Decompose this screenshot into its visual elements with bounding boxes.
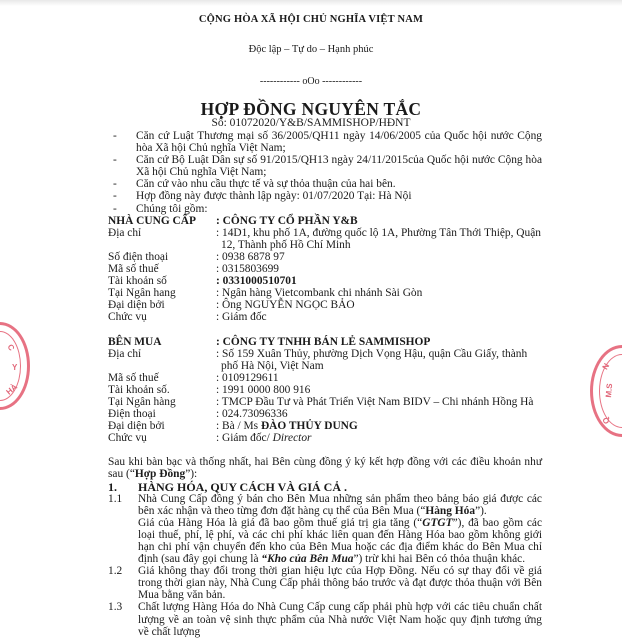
section-heading: 1. HÀNG HÓA, QUY CÁCH VÀ GIÁ CẢ .	[108, 479, 348, 494]
field-value: : Ông NGUYỄN NGỌC BẢO	[216, 299, 355, 312]
field-label: Đại diện bởi	[108, 299, 165, 312]
contract-body	[108, 130, 542, 638]
legal-basis-item: - Chúng tôi gồm:	[113, 202, 208, 215]
field-value: : 0315803699	[216, 263, 279, 276]
field-value: : Giám đốc/ Director	[216, 432, 312, 445]
field-label: Điện thoại	[108, 408, 156, 421]
legal-basis-item: - Căn cứ Bộ Luật Dân sự số 91/2015/QH13 ngày 24/11/2015của Quốc hội nước Cộng hòa Xã hội Chủ nghĩa Việt Nam;	[113, 154, 542, 179]
buyer-name: : CÔNG TY TNHH BÁN LẺ SAMMISHOP	[216, 335, 431, 348]
buyer-block	[108, 336, 542, 445]
top-shadow	[0, 0, 622, 6]
legal-basis-item: - Căn cứ Luật Thương mại số 36/2005/QH11 ngày 14/06/2005 của Quốc hội nước Cộng hòa Xã hội Chủ nghĩa Việt Nam;	[113, 130, 542, 155]
field-label: Địa chỉ	[108, 347, 142, 360]
intro-paragraph: Sau khi bàn bạc và thống nhất, hai Bên cùng đồng ý ký kết hợp đồng với các điều khoản như sau (“Hợp Đồng”):	[108, 456, 542, 481]
field-value: : Số 159 Xuân Thủy, phường Dịch Vọng Hậu, quận Cầu Giấy, thành phố Hà Nội, Việt Nam	[216, 347, 528, 372]
field-label: Tài khoản số	[108, 275, 167, 288]
field-label: Đại diện bởi	[108, 420, 165, 433]
field-value: : 1991 0000 800 916	[216, 383, 311, 396]
field-value: : TMCP Đầu Tư và Phát Triển Việt Nam BIDV – Chi nhánh Hồng Hà	[216, 395, 534, 408]
contract-title: HỢP ĐỒNG NGUYÊN TẮC	[200, 99, 422, 119]
field-label: Tài khoản số.	[108, 383, 170, 396]
clause-1-1: 1.1 Nhà Cung Cấp đồng ý bán cho Bên Mua những sản phẩm theo bảng báo giá được các bên xác nhận và theo từng đơn đặt hàng cụ thể của Bên Mua (“Hàng Hóa”). Giá của Hàng Hóa là giá đã bao gồm thuế giá trị gia tăng (“GTGT”), đã bao gồm các loại thuế, phí, lệ phí, và các chi phí khác liên quan đến Hàng Hóa bao gồm không giới hạn chi phí vận chuyển đến kho của Bên Mua hoặc các địa điểm khác do Bên Mua chỉ định (sau đây gọi chung là “Kho của Bên Mua”) trừ khi hai Bên có thỏa thuận khác.	[108, 492, 543, 566]
field-value: : Giám đốc	[216, 311, 267, 324]
contract-number: Số: 01072020/Y&B/SAMMISHOP/HĐNT	[211, 117, 411, 129]
supplier-label: NHÀ CUNG CẤP	[108, 214, 196, 227]
republic-heading: CỘNG HÒA XÃ HỘI CHỦ NGHĨA VIỆT NAM	[198, 14, 424, 25]
field-label: Tại Ngân hang	[108, 287, 176, 300]
legal-basis-item: - Căn cứ vào nhu cầu thực tế và sự thỏa thuận của hai bên.	[113, 178, 396, 191]
field-value: : Bà / Ms ĐÀO THỦY DUNG	[216, 420, 358, 433]
field-value: : 0938 6878 97	[216, 250, 285, 263]
field-value: : Ngân hàng Vietcombank chi nhánh Sài Gòn	[216, 287, 423, 300]
supplier-name: : CÔNG TY CỔ PHẦN Y&B	[216, 214, 358, 227]
field-label: Địa chỉ	[108, 226, 142, 239]
field-label: Mã số thuế	[108, 371, 159, 384]
legal-basis-item: - Hợp đồng này được thành lập ngày: 01/07/2020 Tại: Hà Nội	[113, 190, 412, 203]
clause-1-2: 1.2 Giá không thay đổi trong thời gian hiệu lực của Hợp Đồng. Nếu có sự thay đổi về giá trong thời gian này, Nhà Cung Cấp phải thông báo trước và đạt được thỏa thuận với Bên Mua bằng văn bản.	[108, 565, 542, 602]
left-stamp-icon: C Y HÀ	[0, 322, 30, 410]
right-stamp-icon: N M.S Q	[590, 345, 622, 437]
field-label: Mã số thuế	[108, 263, 159, 276]
supplier-block	[108, 215, 542, 324]
field-value: : 024.73096336	[216, 408, 288, 421]
separator: ------------ oOo ------------	[259, 76, 363, 87]
buyer-label: BÊN MUA	[108, 335, 162, 348]
field-label: Chức vụ	[108, 432, 147, 445]
field-label: Số điện thoại	[108, 250, 169, 263]
field-label: Chức vụ	[108, 311, 147, 324]
field-value: : 0331000510701	[216, 275, 297, 288]
field-value: : 14D1, khu phố 1A, đường quốc lộ 1A, Phường Tân Thới Thiệp, Quận 12, Thành phố Hồ Chí Minh	[216, 226, 541, 251]
field-value: : 0109129611	[216, 371, 279, 384]
clause-1-3: 1.3 Chất lượng Hàng Hóa do Nhà Cung Cấp cung cấp phải phù hợp với các tiêu chuẩn chất lượng về an toàn vệ sinh thực phẩm của Nhà nước Việt Nam hoặc quy định tương ứng về chất lượng	[108, 601, 542, 638]
field-label: Tại Ngân hàng	[108, 395, 176, 408]
motto: Độc lập – Tự do – Hạnh phúc	[248, 44, 374, 55]
